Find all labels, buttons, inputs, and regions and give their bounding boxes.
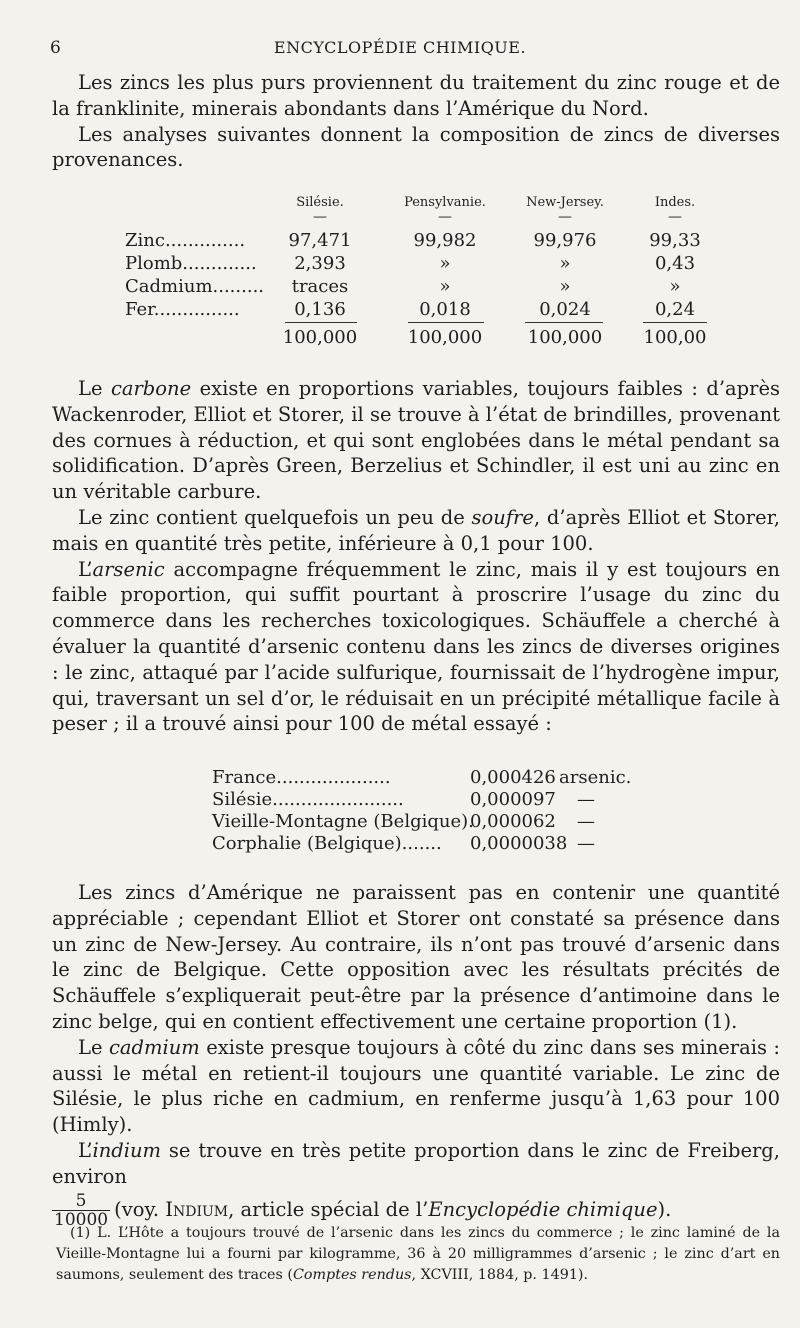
text-run: existe en proportions variables, toujours faibles : d’après Wackenroder, Elliot et Storer, il se trouve à l’état de brindilles, provenant des cornues à réduction, et qui sont englobées dans le métal pendant sa solidification. D’après Green, Berzelius et Schindler, il est uni au zinc en un véritable carbure. <box>52 377 780 504</box>
list-item <box>212 789 632 811</box>
paragraph-arsenic <box>52 557 780 738</box>
row-label: Cadmium......... <box>125 276 265 297</box>
table-cell: 2,393 <box>294 253 346 274</box>
row-label: Plomb............. <box>125 253 257 274</box>
table-total: 100,000 <box>527 327 603 348</box>
arsenic-unit: — <box>577 789 595 810</box>
text-run: Le <box>78 1035 109 1059</box>
list-item <box>212 833 632 855</box>
running-head: ENCYCLOPÉDIE CHIMIQUE. <box>273 38 527 57</box>
table-cell: 99,976 <box>533 230 597 251</box>
col-header-new-jersey: New-Jersey. <box>526 195 604 210</box>
table-row <box>125 253 705 277</box>
text-run: accompagne fréquemment le zinc, mais il y est toujours en faible proportion, qui suffit pourtant à proscrire l’usage du zinc du commerce dans les recherches toxicologiques. Schäuffele a cherché à évaluer la quantité d’arsenic contenu dans les zincs de diverses origines : le zinc, attaqué par l’acide sulfurique, fournissait de l’hydrogène impur, qui, traversant un sel d’or, le réduisait en un précipité métallique facile à peser ; il a trouvé ainsi pour 100 de métal essayé : <box>52 557 780 736</box>
table-total: 100,00 <box>643 327 707 348</box>
work-title: Encyclopédie chimique <box>428 1197 658 1221</box>
table-cell: 0,018 <box>419 299 471 320</box>
table-cell: » <box>559 253 571 274</box>
arsenic-unit: — <box>577 833 595 854</box>
body-block-2 <box>52 880 780 1229</box>
table-total: 100,000 <box>407 327 483 348</box>
fraction-denominator: 10000 <box>54 1209 109 1230</box>
table-cell: traces <box>291 276 349 297</box>
journal-title: Comptes rendus <box>292 1267 412 1283</box>
col-header-pensylvanie: Pensylvanie. <box>404 195 486 210</box>
list-item <box>212 811 632 833</box>
paragraph-amerique: Les zincs d’Amérique ne paraissent pas en contenir une quantité appréciable ; cependant Elliot et Storer ont constaté sa présence dans un zinc de New-Jersey. Au contraire, ils n’ont pas trouvé d’arsenic dans le zinc de Belgique. Cette opposition avec les résultats précités de Schäuffele s’expliquerait peut-être par la présence d’antimoine dans le zinc belge, qui en contient effectivement une certaine proportion (1). <box>52 881 780 1033</box>
table-cell: » <box>439 276 451 297</box>
term-soufre: soufre <box>471 505 534 529</box>
paragraph-soufre <box>52 505 780 557</box>
term-arsenic: arsenic <box>92 557 165 581</box>
arsenic-value: 0,000097 <box>470 789 556 810</box>
origin-name: France.................... <box>212 767 391 788</box>
table-cell: 97,471 <box>288 230 352 251</box>
footnote <box>56 1223 780 1286</box>
table-cell: » <box>669 276 681 297</box>
fraction-numerator: 5 <box>52 1192 110 1211</box>
text-run: , article spécial de l’ <box>228 1197 429 1221</box>
origin-name: Corphalie (Belgique)....... <box>212 833 442 854</box>
term-cadmium: cadmium <box>108 1035 200 1059</box>
table-cell: 0,24 <box>654 299 696 320</box>
col-header-silesie: Silésie. <box>296 195 344 210</box>
table-total-row <box>125 327 705 351</box>
arsenic-unit: — <box>577 811 595 832</box>
term-indium: indium <box>92 1138 162 1162</box>
table-cell: 0,43 <box>654 253 696 274</box>
row-label: Fer............... <box>125 299 240 320</box>
table-total: 100,000 <box>282 327 358 348</box>
row-label: Zinc.............. <box>125 230 246 251</box>
table-cell: 0,024 <box>539 299 591 320</box>
arsenic-value: 0,000062 <box>470 811 556 832</box>
paragraph-carbone <box>52 376 780 505</box>
sum-rule <box>408 322 484 323</box>
col-dash: — <box>438 209 452 225</box>
col-dash: — <box>313 209 327 225</box>
term-carbone: carbone <box>110 377 192 400</box>
text-run: (voy. <box>114 1197 166 1221</box>
origin-name: Silésie....................... <box>212 789 404 810</box>
table-cell: 99,982 <box>413 230 477 251</box>
list-item <box>212 767 632 789</box>
page-header <box>50 38 750 62</box>
col-dash: — <box>668 209 682 225</box>
sum-rule <box>643 322 707 323</box>
ref-indium: Indium <box>165 1197 229 1221</box>
text-run: Le zinc contient quelquefois un peu de <box>78 505 472 529</box>
table-cell: » <box>559 276 571 297</box>
body-block-1 <box>52 376 780 737</box>
table-row <box>125 299 705 323</box>
sum-rule <box>285 322 357 323</box>
table-cell: » <box>439 253 451 274</box>
paragraph-zincs-purs: Les zincs les plus purs proviennent du traitement du zinc rouge et de la franklinite, minerais abondants dans l’Amérique du Nord. <box>52 71 780 120</box>
col-header-indes: Indes. <box>654 195 696 210</box>
text-run: L’ <box>78 1138 93 1162</box>
table-cell: 0,136 <box>294 299 346 320</box>
paragraph-indium <box>52 1138 780 1190</box>
paragraph-cadmium <box>52 1035 780 1138</box>
text-run: Le <box>78 377 111 400</box>
table-cell: 99,33 <box>649 230 701 251</box>
origin-name: Vieille-Montagne (Belgique). <box>212 811 474 832</box>
page-number: 6 <box>50 38 61 58</box>
arsenic-unit: arsenic. <box>559 767 632 788</box>
sum-rule <box>525 322 603 323</box>
arsenic-value: 0,000426 <box>470 767 556 788</box>
intro-block <box>52 70 780 173</box>
table-row <box>125 276 705 300</box>
arsenic-value: 0,0000038 <box>470 833 568 854</box>
text-run: (1) L. L’Hôte a toujours trouvé de l’arsenic dans les zincs du commerce ; le zinc laminé de la Vieille-Montagne lui a fourni par kilogramme, 36 à 20 milligrammes d’arsenic ; le zinc d’art en saumons, seulement des traces ( <box>56 1225 780 1283</box>
text-run: L’ <box>78 557 93 581</box>
text-run: se trouve en très petite proportion dans le zinc de Freiberg, environ <box>52 1138 780 1188</box>
col-dash: — <box>558 209 572 225</box>
text-run: , d’après Elliot et Storer, mais en quantité très petite, inférieure à 0,1 pour 100. <box>52 505 780 555</box>
table-row <box>125 230 705 254</box>
text-run: , XCVIII, 1884, p. 1491). <box>411 1267 589 1283</box>
text-run: existe presque toujours à côté du zinc dans ses minerais : aussi le métal en retient-il toujours une quantité variable. Le zinc de Silésie, le plus riche en cadmium, en renferme jusqu’à 1,63 pour 100 (Himly). <box>52 1035 780 1137</box>
paragraph-analyses: Les analyses suivantes donnent la composition de zincs de diverses provenances. <box>52 122 780 172</box>
footnote-text <box>56 1223 780 1286</box>
text-run: ). <box>657 1197 672 1221</box>
